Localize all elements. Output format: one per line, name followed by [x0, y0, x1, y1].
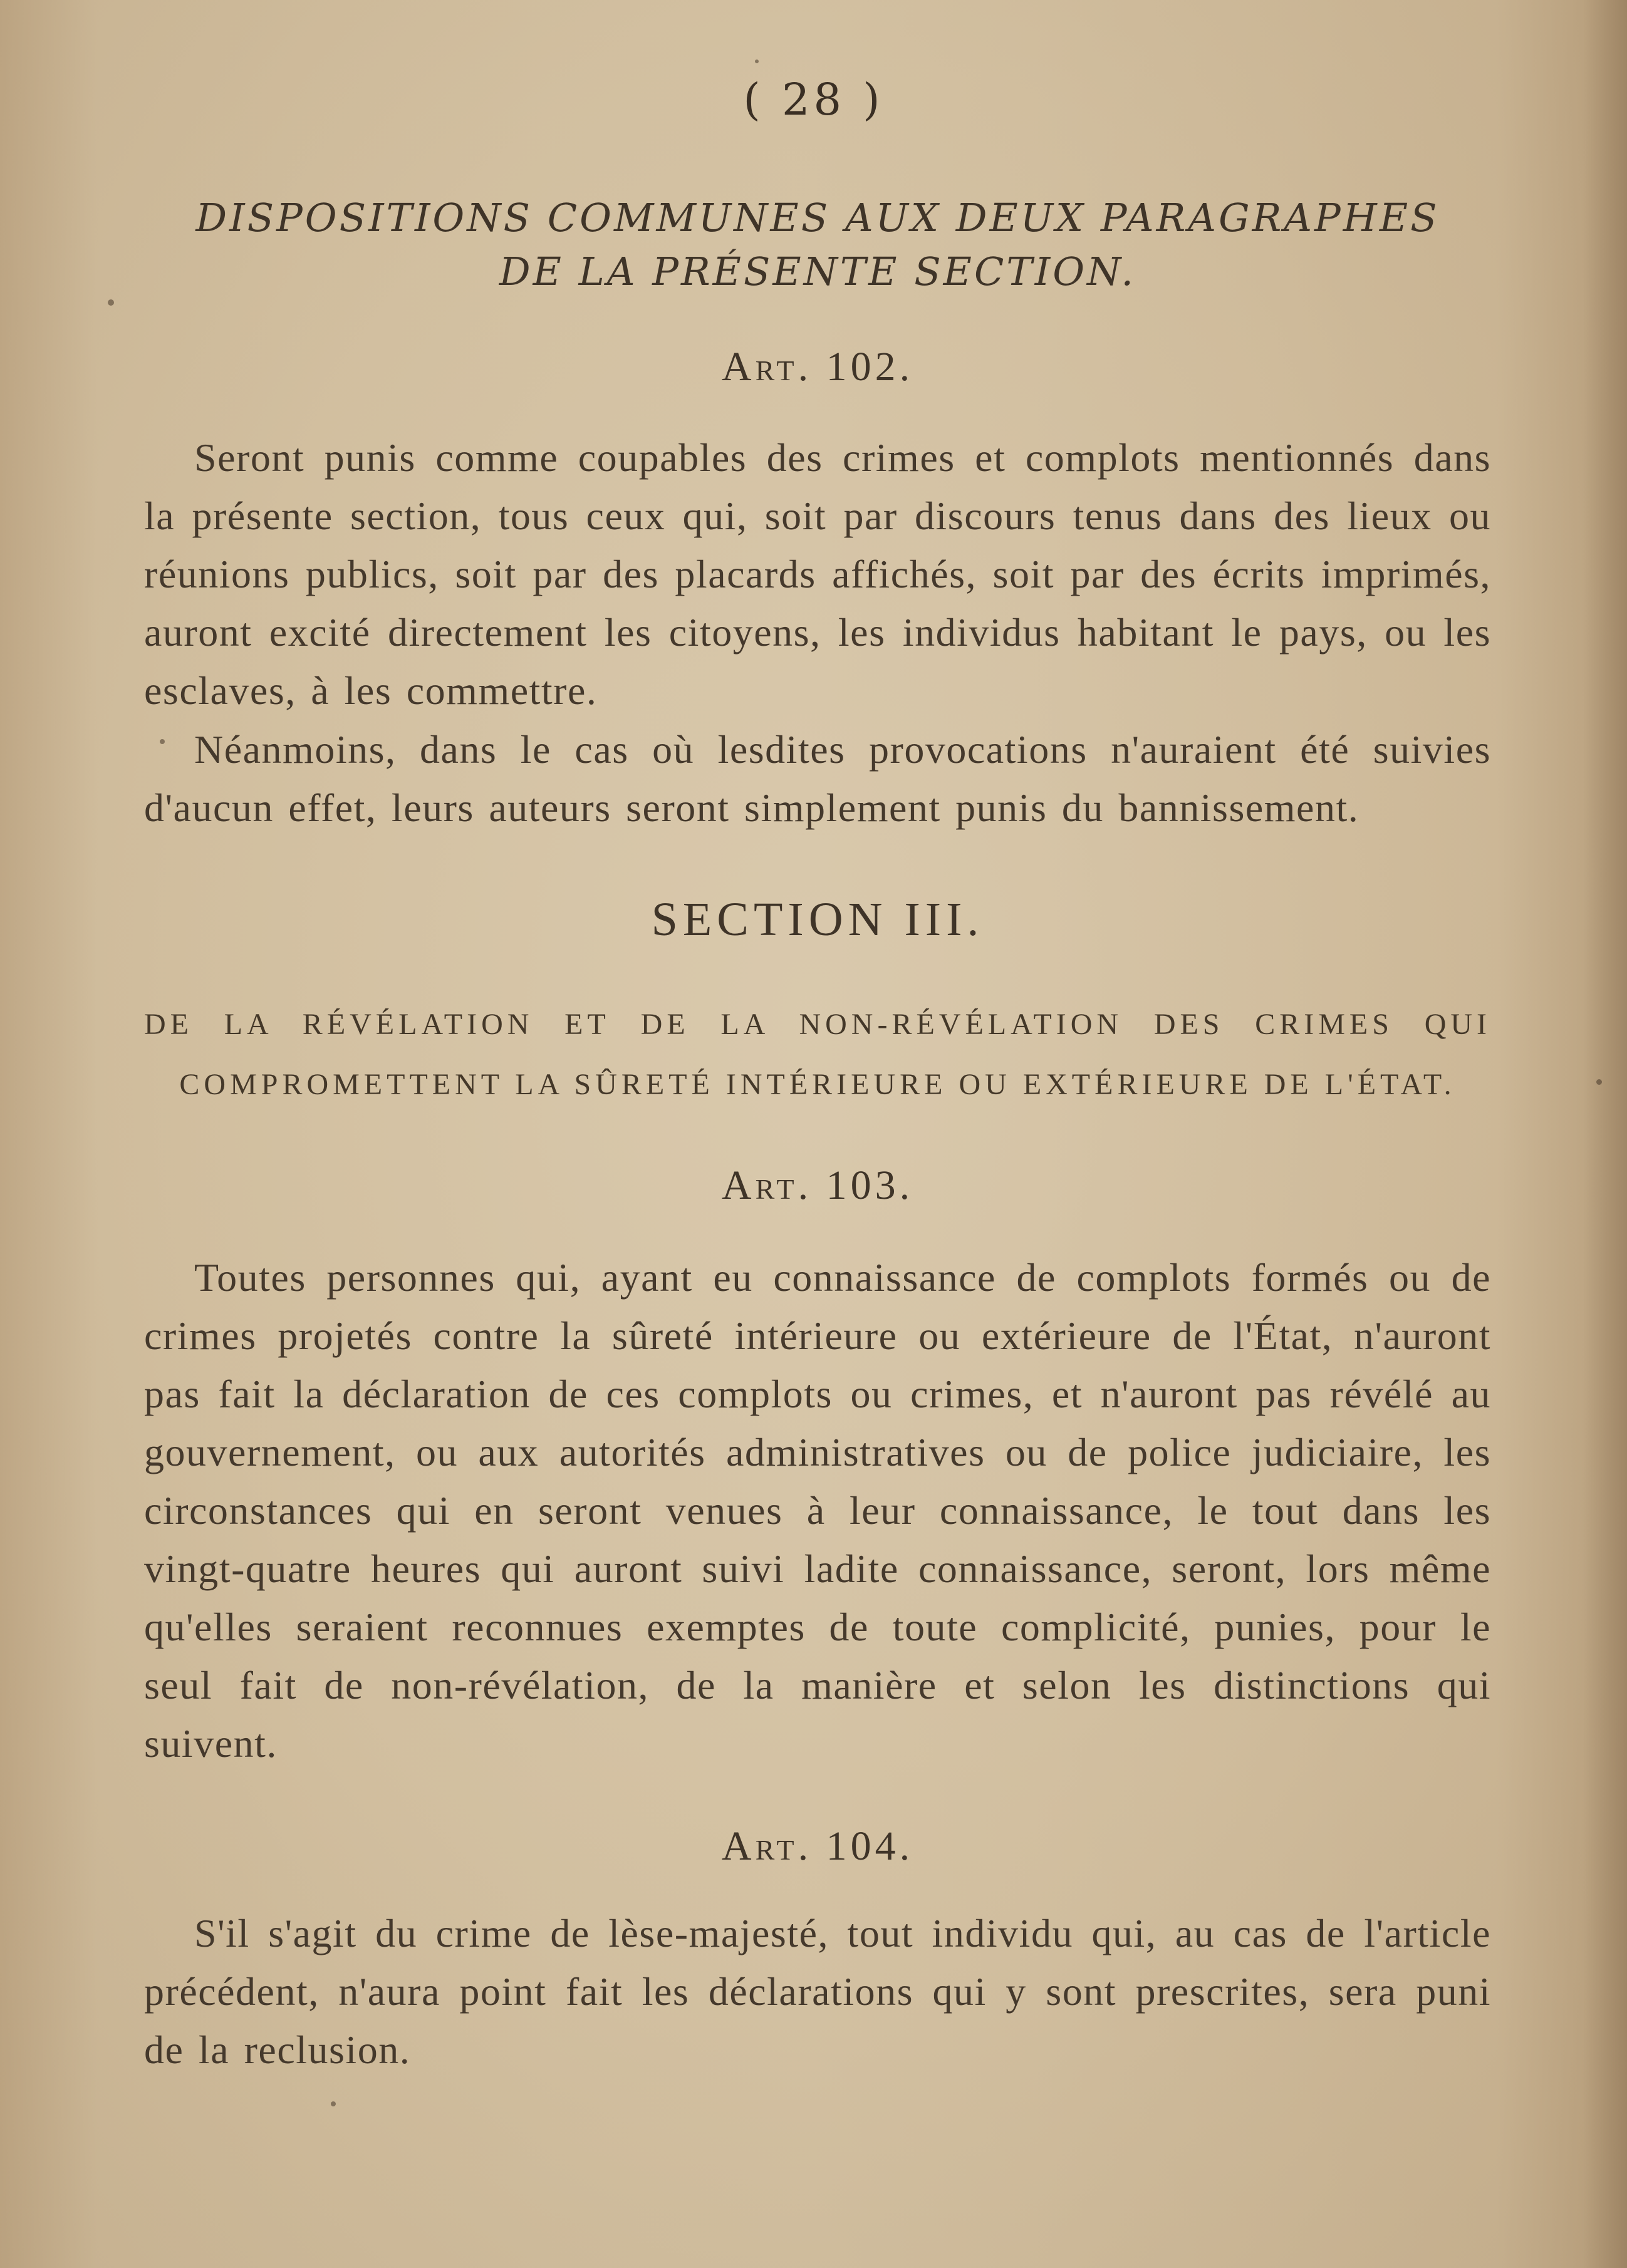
article-104-paragraph: S'il s'agit du crime de lèse-majesté, tout individu qui, au cas de l'article précédent, n'aura point fait les déclarations qui y sont prescrites, sera puni de la reclusion. [144, 1911, 1491, 2072]
foxing-spot [331, 2101, 336, 2106]
article-103-paragraph: Toutes personnes qui, ayant eu connaissance de complots formés ou de crimes projetés contre la sûreté intérieure ou extérieure de l'État, n'auront pas fait la déclaration de ces complots ou crimes, et n'auront pas révélé au gouvernement, ou aux autorités administratives ou de police judiciaire, les circonstances qui en seront venues à leur connaissance, le tout dans les vingt-quatre heures qui auront suivi ladite connaissance, seront, lors même qu'elles seraient reconnues exemptes de toute complicité, punies, pour le seul fait de non-révélation, de la manière et selon les distinctions qui suivent. [144, 1255, 1491, 1766]
article-102-paragraph-1: Seront punis comme coupables des crimes et complots mentionnés dans la présente section, tous ceux qui, soit par discours tenus dans des lieux ou réunions publics, soit par des placards affichés, soit par des écrits imprimés, auront excité directement les citoyens, les individus habitant le pays, ou les esclaves, à les commettre. [144, 435, 1491, 713]
foxing-spot [1596, 1079, 1602, 1085]
article-102-paragraph-2: Néanmoins, dans le cas où lesdites provocations n'auraient été suivies d'aucun effet, leurs auteurs seront simplement punis du bannissement. [144, 727, 1491, 830]
page-number: ( 28 ) [743, 74, 884, 125]
page-edge-shadow [1583, 0, 1627, 2268]
foxing-spot [160, 739, 165, 744]
heading-line-2: DE LA PRÉSENTE SECTION. [499, 249, 1136, 294]
section-iii-title: SECTION III. [651, 893, 984, 946]
foxing-spot [755, 60, 759, 63]
article-102-title: Art. 102. [721, 344, 914, 390]
section-iii-subtitle: DE LA RÉVÉLATION ET DE LA NON-RÉVÉLATION DES CRIMES QUI COMPROMETTENT LA SÛRETÉ INTÉRIEURE OU EXTÉRIEURE DE L'ÉTAT. [144, 1008, 1491, 1101]
article-103-title: Art. 103. [721, 1162, 914, 1208]
article-104-title: Art. 104. [721, 1823, 914, 1869]
foxing-spot [108, 299, 114, 306]
section-heading [144, 191, 1491, 299]
heading-line-1: DISPOSITIONS COMMUNES AUX DEUX PARAGRAPHES [195, 195, 1440, 241]
